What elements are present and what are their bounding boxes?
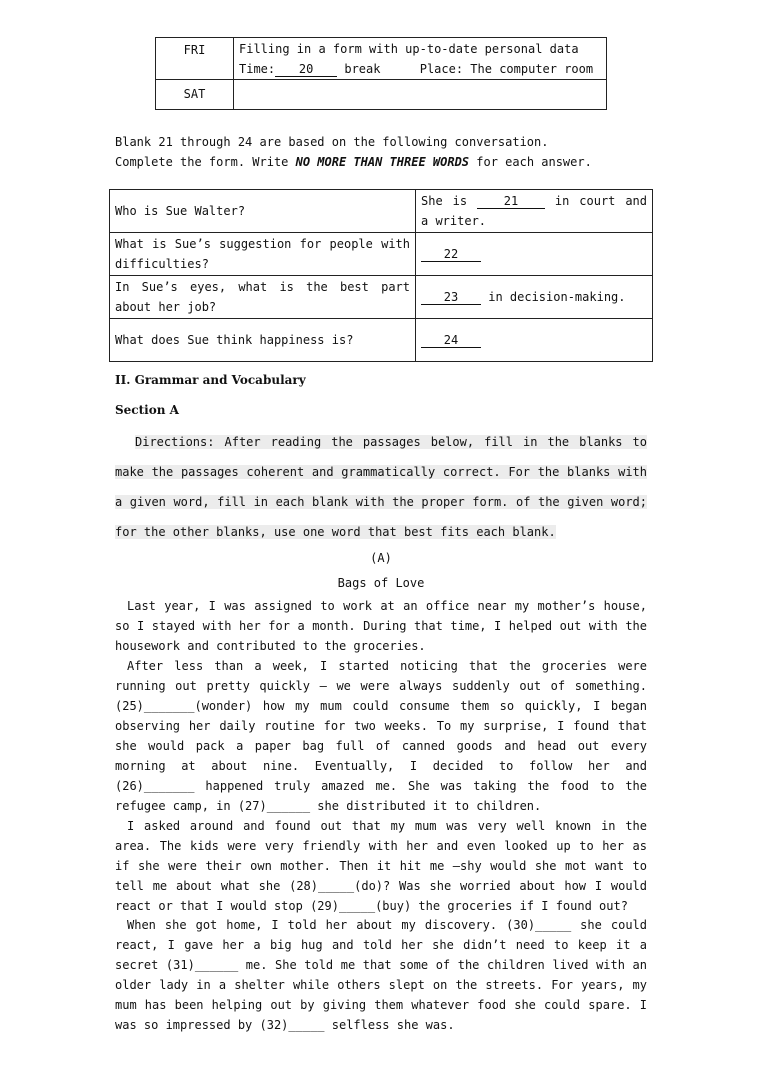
passage-label: (A) [370, 551, 392, 565]
instructions-line1: Blank 21 through 24 are based on the following conversation. [115, 135, 549, 149]
paragraph-2: After less than a week, I started noticing that the groceries were running out pretty quickly — we were always suddenly out of something. (25)_______(wonder) how my mum could consume them so quickly, I began observing her daily routine for two weeks. To my surprise, I found that she would pack a paper bag full of canned goods and head out every morning at about nine. Eventually, I decided to follow her and (26)_______ happened truly amazed me. She was taking the food to the refugee camp, in (27)______ she distributed it to children. [115, 659, 647, 813]
place-text: Place: The computer room [419, 62, 594, 76]
qa-question: Who is Sue Walter? [110, 190, 416, 233]
schedule-activity [234, 80, 607, 110]
qa-answer [416, 319, 653, 362]
schedule-day: FRI [156, 38, 234, 80]
table-row [156, 80, 607, 110]
qa-answer [416, 190, 653, 233]
qa-question: What does Sue think happiness is? [110, 319, 416, 362]
table-row [156, 38, 607, 80]
instructions-suffix: for each answer. [469, 155, 592, 169]
subsection-heading: Section A [115, 403, 179, 417]
blank-23: 23 [421, 290, 481, 305]
schedule-table [155, 37, 607, 110]
time-suffix: break [344, 62, 381, 76]
time-label: Time: [239, 62, 276, 76]
blank-21: 21 [477, 194, 545, 209]
answer-pre: She is [421, 194, 477, 208]
answer-post: in decision-making. [481, 290, 626, 304]
schedule-activity-text: Filling in a form with up-to-date personal data [239, 42, 579, 56]
table-row [110, 319, 653, 362]
schedule-day: SAT [156, 80, 234, 110]
directions-text: Directions: After reading the passages below, fill in the blanks to make the passages coherent and grammatically correct. For the blanks with a given word, fill in each blank with the proper form. of the given word; for the other blanks, use one word that best fits each blank. [115, 435, 647, 539]
schedule-activity [234, 38, 607, 80]
answer-post: in court and a writer. [421, 194, 648, 228]
instructions [115, 132, 592, 172]
qa-question: In Sue’s eyes, what is the best part about her job? [110, 276, 416, 319]
section-heading: II. Grammar and Vocabulary [115, 373, 306, 387]
table-row [110, 276, 653, 319]
instructions-emphasis: NO MORE THAN THREE WORDS [295, 155, 470, 169]
qa-question: What is Sue’s suggestion for people with difficulties? [110, 233, 416, 276]
schedule-time-place [239, 59, 601, 79]
table-row [110, 190, 653, 233]
table-row [110, 233, 653, 276]
qa-table [109, 189, 653, 362]
passage-title: Bags of Love [337, 576, 425, 590]
paragraph-1: Last year, I was assigned to work at an office near my mother’s house, so I stayed with her for a month. During that time, I helped out with the housework and contributed to the groceries. [115, 599, 647, 653]
paragraph-3: I asked around and found out that my mum was very well known in the area. The kids were very friendly with her and even looked up to her as if she were their own mother. Then it hit me —shy would she mot want to tell me about what she (28)_____(do)? Was she worried about how I would react or that I would stop (29)_____(buy) the groceries if I found out? [115, 819, 647, 913]
directions-block [115, 427, 647, 547]
blank-20: 20 [275, 62, 337, 77]
instructions-line2 [115, 152, 592, 172]
blank-22: 22 [421, 247, 481, 262]
qa-answer [416, 233, 653, 276]
blank-24: 24 [421, 333, 481, 348]
instructions-prefix: Complete the form. Write [115, 155, 296, 169]
qa-answer [416, 276, 653, 319]
paragraph-4: When she got home, I told her about my discovery. (30)_____ she could react, I gave her a big hug and told her she didn’t need to keep it a secret (31)______ me. She told me that some of the children lived with an older lady in a shelter while others slept on the streets. For years, my mum has been helping out by giving them whatever food she could spare. I was so impressed by (32)_____ selfless she was. [115, 918, 647, 1032]
